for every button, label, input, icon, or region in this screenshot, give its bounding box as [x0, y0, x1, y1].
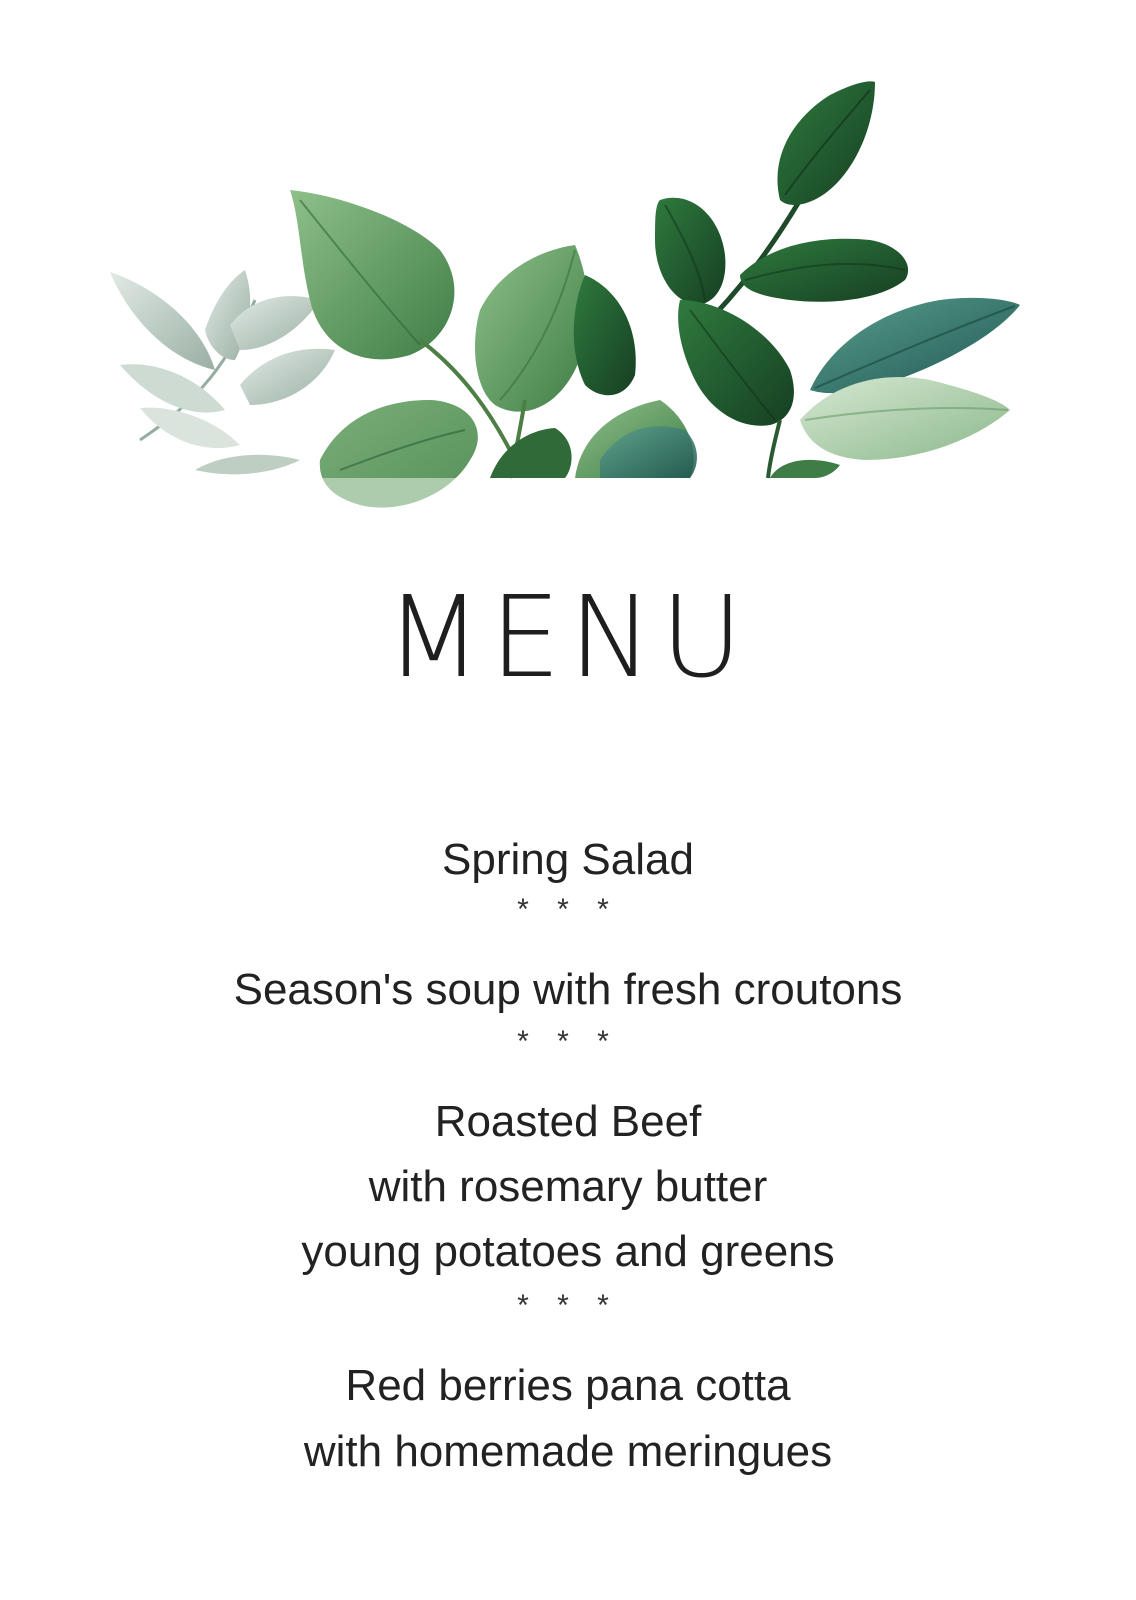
course-3-line-3: young potatoes and greens — [301, 1227, 835, 1276]
course-4-line-1: Red berries pana cotta — [345, 1361, 791, 1410]
course-1-line-1: Spring Salad — [442, 835, 694, 884]
watercolor-leaves-illustration — [0, 0, 1136, 560]
separator: * * * — [517, 893, 619, 926]
course-2-line-1: Season's soup with fresh croutons — [233, 965, 903, 1014]
course-4-line-2: with homemade meringues — [303, 1427, 833, 1476]
course-3-line-1: Roasted Beef — [434, 1097, 702, 1146]
course-3-line-2: with rosemary butter — [368, 1162, 768, 1211]
separator: * * * — [517, 1025, 619, 1058]
separator: * * * — [517, 1289, 619, 1322]
menu-title: MENU — [385, 573, 751, 703]
